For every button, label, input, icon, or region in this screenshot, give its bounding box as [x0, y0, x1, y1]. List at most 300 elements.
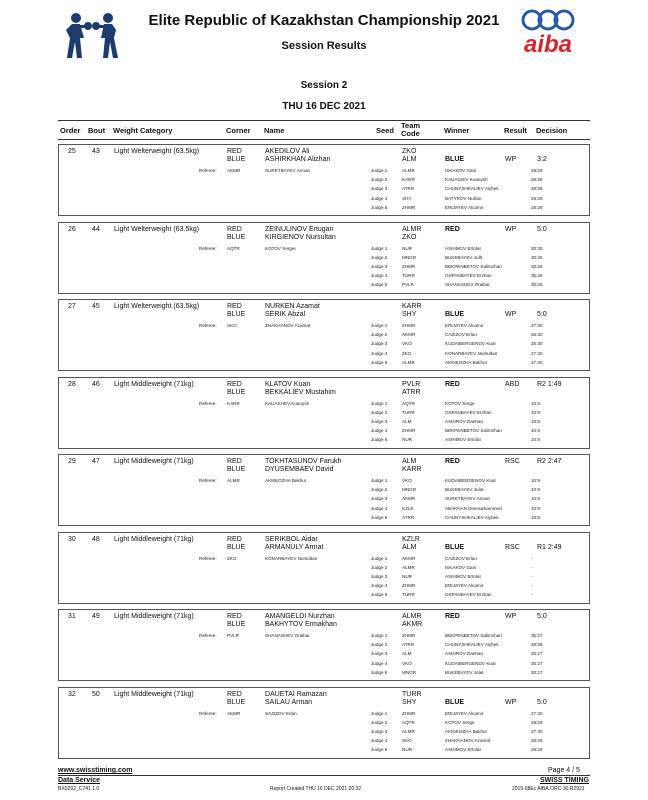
judge-name: ASHIMOV Ertolat: [445, 747, 481, 753]
judge-score: 10:9: [531, 400, 540, 406]
blue-boxer-name: DYUSEMBAEV David: [265, 466, 334, 473]
decision: R2 1:49: [537, 380, 562, 388]
bout-order: 28: [68, 380, 76, 388]
judge-code: NUR: [402, 573, 412, 579]
corner-red: RED: [227, 613, 242, 620]
result: RSC: [505, 543, 520, 551]
bout-order: 25: [68, 148, 76, 155]
blue-boxer-name: BEKKALIEV Mustahim: [265, 388, 336, 396]
judge-label: Judge 1: [371, 400, 388, 406]
judge-label: Judge 3: [371, 573, 388, 579]
judge-label: Judge 1: [371, 633, 388, 638]
blue-team-code: ZKO: [402, 233, 417, 241]
judge-score: -: [531, 592, 533, 598]
bout-number: 47: [92, 458, 100, 465]
result: ABD: [505, 380, 520, 388]
referee-code: KARR: [227, 400, 240, 406]
judge-label: Judge 4: [371, 350, 388, 356]
blue-team-code: SHY: [402, 311, 417, 318]
judge-label: Judge 1: [371, 323, 388, 328]
judge-name: ASHIMOV Ertolat: [445, 245, 481, 251]
judge-code: AKMR: [402, 496, 416, 502]
judge-name: ASHIMOV Ertolat: [445, 573, 481, 579]
judge-score: 27:30: [531, 350, 543, 356]
judge-name: ISKAKOV Gani: [445, 564, 477, 570]
red-boxer-name: NURKEN Azamat: [265, 303, 320, 310]
corner-red: RED: [227, 148, 242, 155]
decision: R1 2:49: [537, 543, 562, 551]
referee-label: Referee:: [199, 633, 217, 638]
judge-score: 10:9: [531, 418, 540, 424]
bout-block: [58, 144, 590, 216]
judge-score: 29:28: [531, 642, 543, 648]
judge-label: Judge 2: [371, 254, 388, 260]
corner-blue: BLUE: [227, 621, 246, 628]
bout-number: 49: [92, 613, 100, 620]
bout-order: 31: [68, 613, 76, 620]
judge-name: OSPANBAYEV Erzhan: [445, 273, 492, 279]
bout-order: 29: [68, 458, 76, 465]
judge-code: AQTR: [402, 719, 415, 725]
judge-score: 10:9: [531, 514, 540, 520]
judge-code: AQTR: [402, 400, 415, 406]
judge-score: 26:30: [531, 332, 543, 338]
judge-code: ZHMR: [402, 583, 416, 589]
judge-score: -: [531, 564, 533, 570]
session-date: THU 16 DEC 2021: [282, 101, 366, 112]
judge-name: AKINKOZHA Bakhur: [445, 359, 488, 365]
judge-code: KARR: [402, 177, 415, 183]
judge-name: KUDAIBERGENOV Kual: [445, 660, 496, 666]
judge-score: 25:30: [531, 341, 543, 347]
corner-blue: BLUE: [227, 311, 246, 318]
judge-code: MNGR: [402, 254, 417, 260]
referee-code: AKMR: [227, 710, 241, 716]
judge-name: BUKEBAYEV Julat: [445, 669, 484, 675]
judge-label: Judge 4: [371, 660, 388, 666]
aiba-logo-text: aiba: [523, 31, 573, 58]
judge-name: KAUAGIEV Kuanysh: [445, 177, 488, 183]
blue-team-code: KARR: [402, 466, 422, 473]
judge-name: SURKTBAYEV Arman: [445, 496, 491, 502]
judge-code: NUR: [402, 437, 412, 443]
bout-number: 50: [92, 690, 100, 698]
bout-order: 26: [68, 225, 76, 233]
corner-red: RED: [227, 380, 242, 388]
judge-score: 10:9: [531, 487, 540, 493]
judge-name: BEKPENBETOV Salimzhan: [445, 428, 502, 434]
blue-boxer-name: SERIK Abzal: [265, 311, 306, 318]
judge-name: CHUNYSHKALIEV Aiybek: [445, 514, 499, 520]
judge-code: AKMR: [402, 555, 416, 561]
judge-name: KUDAIBERGENOV Kual: [445, 478, 496, 483]
judge-name: KONARBAYEV Nursultan: [445, 350, 498, 356]
red-team-code: TURR: [402, 690, 422, 698]
judge-name: OSPANBAYEV Erzhan: [445, 592, 492, 598]
col-order: Order: [60, 126, 81, 135]
judge-code: MNGR: [402, 487, 417, 493]
judge-score: 30:25: [531, 282, 543, 288]
referee-label: Referee:: [199, 168, 217, 173]
judge-name: ERLMYEV Alcamir: [445, 710, 484, 716]
judge-code: NUR: [402, 747, 412, 753]
referee-code: PVLR: [227, 633, 240, 638]
winner: BLUE: [445, 698, 465, 706]
winner: BLUE: [445, 156, 465, 163]
winner: RED: [445, 458, 460, 465]
judge-score: -: [531, 555, 533, 561]
judge-label: Judge 3: [371, 728, 388, 734]
judge-name: ISKAKOV Gani: [445, 168, 477, 173]
corner-blue: BLUE: [227, 156, 246, 163]
corner-red: RED: [227, 458, 242, 465]
table-header: [58, 120, 590, 140]
judge-label: Judge 3: [371, 418, 388, 424]
judge-code: KZLR: [402, 505, 414, 511]
judge-label: Judge 5: [371, 204, 388, 210]
judge-name: ASHIROV Danhan: [445, 651, 484, 657]
bout-order: 27: [68, 303, 76, 310]
corner-red: RED: [227, 535, 242, 543]
judge-label: Judge 4: [371, 195, 388, 201]
judge-label: Judge 3: [371, 496, 388, 502]
judge-code: ALMR: [402, 168, 415, 173]
blue-boxer-name: KIRGIENOV Nursultan: [265, 233, 336, 241]
page-subtitle: Session Results: [281, 40, 367, 52]
judge-code: PVLR: [402, 282, 415, 288]
judge-code: TURR: [402, 273, 415, 279]
col-winner: Winner: [444, 126, 470, 135]
judge-code: ALMR: [402, 728, 415, 734]
judge-label: Judge 1: [371, 478, 388, 483]
referee-label: Referee:: [199, 400, 217, 406]
judge-code: ALM: [402, 418, 412, 424]
red-team-code: KARR: [402, 303, 422, 310]
judge-score: 29:28: [531, 177, 543, 183]
referee-code: SKO: [227, 323, 237, 328]
judge-label: Judge 4: [371, 505, 388, 511]
decision: 5:0: [537, 311, 547, 318]
blue-team-code: ATRR: [402, 388, 421, 396]
red-boxer-name: TOKHTASUNOV Farukh: [265, 458, 342, 465]
bout-block: [58, 222, 590, 294]
judge-code: ZHMR: [402, 204, 416, 210]
judge-name: CAZIZOV Erlan: [445, 555, 477, 561]
judge-name: BATYROV Nurlan: [445, 195, 482, 201]
red-boxer-name: AMANGELDI Nurzhan: [265, 613, 335, 620]
judge-code: ALM: [402, 651, 412, 657]
judge-label: Judge 2: [371, 564, 388, 570]
result: WP: [505, 311, 517, 318]
judge-label: Judge 4: [371, 273, 388, 279]
judge-name: CHUNYSHKALIEV Aiybek: [445, 186, 499, 192]
judge-name: ERLMYEV Alcamir: [445, 323, 484, 328]
winner: BLUE: [445, 543, 465, 551]
judge-label: Judge 3: [371, 651, 388, 657]
judge-code: MNGR: [402, 669, 417, 675]
bout-block: [58, 687, 590, 759]
red-team-code: ZKO: [402, 148, 417, 155]
session-label: Session 2: [300, 80, 348, 91]
referee-code: AKMR: [227, 168, 241, 173]
judge-label: Judge 5: [371, 514, 388, 520]
judge-code: AKMR: [402, 332, 416, 338]
weight-category: Light Middleweight (71kg): [114, 458, 194, 465]
col-team-code: Team Code: [401, 121, 421, 138]
bout-number: 46: [92, 380, 100, 388]
bout-block: [58, 299, 590, 371]
col-bout: Bout: [88, 126, 106, 135]
footer-swiss-timing: SWISS TIMING: [540, 777, 589, 784]
judge-code: TURR: [402, 409, 415, 415]
judge-name: ASHIROV Danhan: [445, 418, 484, 424]
corner-blue: BLUE: [227, 466, 246, 473]
red-boxer-name: DAUETAI Ramazan: [265, 690, 327, 698]
blue-team-code: AKMR: [402, 621, 423, 628]
red-boxer-name: ZEINULINOV Ertugan: [265, 225, 334, 233]
judge-label: Judge 4: [371, 738, 388, 744]
judge-code: ZHMR: [402, 428, 416, 434]
referee-name: SAZIZOV Erlan: [265, 710, 297, 716]
judge-score: 10:9: [531, 437, 540, 443]
corner-red: RED: [227, 690, 242, 698]
judge-score: 30:27: [531, 651, 543, 657]
judge-code: NUR: [402, 245, 412, 251]
result: WP: [505, 156, 517, 163]
judge-name: BEKPENBETOV Salimzhan: [445, 263, 502, 269]
judge-name: BUKEBAYEV Julat: [445, 487, 484, 493]
result: WP: [505, 613, 517, 620]
decision: 5:0: [537, 613, 547, 620]
judge-label: Judge 4: [371, 428, 388, 434]
judge-name: ERLMYEV Alcamir: [445, 204, 484, 210]
bout-number: 45: [92, 303, 100, 310]
corner-blue: BLUE: [227, 388, 246, 396]
judge-label: Judge 1: [371, 245, 388, 251]
bout-number: 44: [92, 225, 100, 233]
judge-score: -: [531, 583, 533, 589]
referee-name: SURKTBAYEV Arman: [265, 168, 311, 173]
corner-blue: BLUE: [227, 543, 246, 551]
judge-name: KOTOV Serge: [445, 719, 475, 725]
judge-code: ZHMR: [402, 633, 416, 638]
judge-score: 30:27: [531, 660, 543, 666]
judge-code: VKO: [402, 341, 412, 347]
bout-order: 30: [68, 535, 76, 543]
judge-score: 10:9: [531, 478, 540, 483]
judge-name: KOTOV Serge: [445, 400, 475, 406]
judge-score: 28:29: [531, 168, 543, 173]
referee-name: SHANASHEV Oraibai: [265, 633, 310, 638]
judge-code: ZHMR: [402, 323, 416, 328]
judge-code: ZHMR: [402, 710, 416, 716]
judge-label: Judge 2: [371, 332, 388, 338]
judge-score: -: [531, 573, 533, 579]
judge-label: Judge 5: [371, 592, 388, 598]
footer-created: Report Created THU 16 DEC 2021 20:32: [270, 786, 362, 792]
judge-score: 28:29: [531, 195, 543, 201]
red-boxer-name: KLATOV Kuan: [265, 380, 311, 388]
blue-team-code: ALM: [402, 543, 417, 551]
referee-code: AQTR: [227, 245, 240, 251]
bout-number: 48: [92, 535, 100, 543]
blue-boxer-name: BAKHYTOV Ermakhan: [265, 621, 337, 628]
bout-block: [58, 609, 590, 681]
judge-label: Judge 5: [371, 359, 388, 365]
winner: RED: [445, 613, 460, 620]
col-corner: Corner: [226, 126, 251, 135]
bout-order: 32: [68, 690, 76, 698]
corner-red: RED: [227, 303, 242, 310]
winner: BLUE: [445, 311, 465, 318]
referee-code: ZKO: [227, 555, 237, 561]
referee-label: Referee:: [199, 710, 217, 716]
judge-label: Judge 3: [371, 341, 388, 347]
blue-boxer-name: ARMANULY Armat: [265, 543, 324, 551]
decision: R2 2:47: [537, 458, 562, 465]
judge-score: 28:29: [531, 747, 543, 753]
judge-code: ATRR: [402, 186, 415, 192]
weight-category: Light Welterweight (63.5kg): [114, 303, 200, 310]
judge-score: 10:9: [531, 409, 540, 415]
referee-name: KAUASHEV Kuanysh: [265, 400, 310, 406]
judge-code: ATRR: [402, 642, 415, 648]
referee-name: KONARBAYEV Nursultan: [265, 555, 318, 561]
judge-name: ERLMYEV Alcamir: [445, 583, 484, 589]
judge-code: ALMR: [402, 359, 415, 365]
footer-divider: [58, 775, 590, 776]
judge-name: BUKEBAYEV Jullt: [445, 254, 482, 260]
red-boxer-name: SERIKBOL Aidar: [265, 535, 318, 543]
weight-category: Light Middleweight (71kg): [114, 613, 194, 620]
judge-score: 30:26: [531, 273, 543, 279]
blue-team-code: ALM: [402, 156, 417, 163]
corner-red: RED: [227, 225, 242, 233]
col-decision: Decision: [536, 126, 568, 135]
judge-score: 30:26: [531, 254, 543, 260]
judge-code: SKO: [402, 738, 412, 744]
decision: 3:2: [537, 156, 547, 163]
judge-label: Judge 3: [371, 186, 388, 192]
blue-boxer-name: ASHIRKHAN Alizhan: [265, 156, 331, 163]
bout-block: [58, 377, 590, 449]
judge-score: 27:30: [531, 728, 543, 734]
corner-blue: BLUE: [227, 698, 246, 706]
weight-category: Light Welterweight (63.5kg): [114, 225, 200, 233]
referee-name: KOTOV Sergei: [265, 245, 296, 251]
judge-name: ASHIMOV Ertolat: [445, 437, 481, 443]
judge-name: ABAKHAN Dinmukhammed: [445, 505, 502, 511]
judge-name: CAZIZOV Erlan: [445, 332, 477, 338]
referee-code: ALMR: [227, 478, 240, 483]
blue-team-code: SHY: [402, 698, 417, 706]
col-seed: Seed: [376, 126, 394, 135]
footer-code: BX0Z02_C741 1.0: [58, 786, 100, 792]
winner: RED: [445, 380, 460, 388]
bout-block: [58, 454, 590, 526]
weight-category: Light Middleweight (71kg): [114, 380, 194, 388]
referee-name: AKMKOZHA Bekhur: [265, 478, 307, 483]
result: WP: [505, 225, 517, 233]
judge-score: 30:26: [531, 263, 543, 269]
judge-label: Judge 2: [371, 642, 388, 648]
judge-score: 28:29: [531, 738, 543, 744]
blue-boxer-name: SAILAU Arman: [265, 698, 313, 706]
judge-code: TURR: [402, 592, 415, 598]
judge-score: 10:9: [531, 496, 540, 502]
judge-label: Judge 5: [371, 282, 388, 288]
judge-name: KUDAIBERGENOV Kual: [445, 341, 496, 347]
footer-url[interactable]: www.swisstiming.com: [58, 767, 133, 774]
judge-label: Judge 3: [371, 263, 388, 269]
judge-score: 29:28: [531, 186, 543, 192]
col-result: Result: [504, 126, 527, 135]
corner-blue: BLUE: [227, 233, 246, 241]
judge-label: Judge 2: [371, 719, 388, 725]
judge-label: Judge 2: [371, 177, 388, 183]
judge-name: BEKPENBETOV Salimzhan: [445, 633, 502, 638]
judge-label: Judge 1: [371, 710, 388, 716]
judge-code: ATRR: [402, 514, 415, 520]
judge-code: ZHMR: [402, 263, 416, 269]
judge-code: VKO: [402, 660, 412, 666]
judge-name: CHUNYSHKALIEV Aiybek: [445, 642, 499, 648]
judge-label: Judge 5: [371, 437, 388, 443]
result: WP: [505, 698, 517, 706]
judge-label: Judge 5: [371, 669, 388, 675]
judge-score: 27:30: [531, 710, 543, 716]
referee-label: Referee:: [199, 555, 217, 561]
judge-score: 27:30: [531, 359, 543, 365]
footer-data-service: Data Service: [58, 777, 101, 784]
judge-score: 30:27: [531, 633, 543, 638]
judge-score: 28:29: [531, 719, 543, 725]
judge-name: OSPANBAYEV Erzhan: [445, 409, 492, 415]
footer-page: Page 4 / 5: [548, 767, 580, 774]
judge-code: VKO: [402, 478, 412, 483]
bout-block: [58, 532, 590, 604]
red-team-code: ALM: [402, 458, 417, 465]
judge-score: 30:27: [531, 669, 543, 675]
judge-score: 28:29: [531, 204, 543, 210]
weight-category: Light Middleweight (71kg): [114, 690, 194, 698]
col-weight: Weight Category: [113, 126, 173, 135]
red-team-code: ALMR: [402, 225, 422, 233]
judge-score: 30:26: [531, 245, 543, 251]
judge-name: ZHAKHANOV Azamat: [445, 738, 491, 744]
result: RSC: [505, 458, 520, 465]
judge-label: Judge 1: [371, 168, 388, 173]
red-boxer-name: AKEDILOV Ali: [265, 148, 310, 155]
page-title: Elite Republic of Kazakhstan Championship 2021: [148, 12, 500, 29]
col-name: Name: [264, 126, 285, 135]
weight-category: Light Middleweight (71kg): [114, 535, 194, 543]
judge-score: 10:9: [531, 505, 540, 511]
judge-label: Judge 5: [371, 747, 388, 753]
judge-score: 10:9: [531, 428, 540, 434]
judge-code: ZKO: [402, 350, 412, 356]
footer-ref: 2015-08Ec AIBA.ORC-30.R2921: [512, 786, 585, 792]
judge-name: AKINKOZHA Bakhur: [445, 728, 488, 734]
judge-code: SHY: [402, 195, 412, 201]
referee-label: Referee:: [199, 323, 217, 328]
red-team-code: ALMR: [402, 613, 422, 620]
judge-label: Judge 4: [371, 583, 388, 589]
decision: 5:0: [537, 698, 547, 706]
red-team-code: KZLR: [402, 535, 420, 543]
judge-label: Judge 2: [371, 487, 388, 493]
judge-name: SHANASHEV Oraibai: [445, 282, 490, 288]
